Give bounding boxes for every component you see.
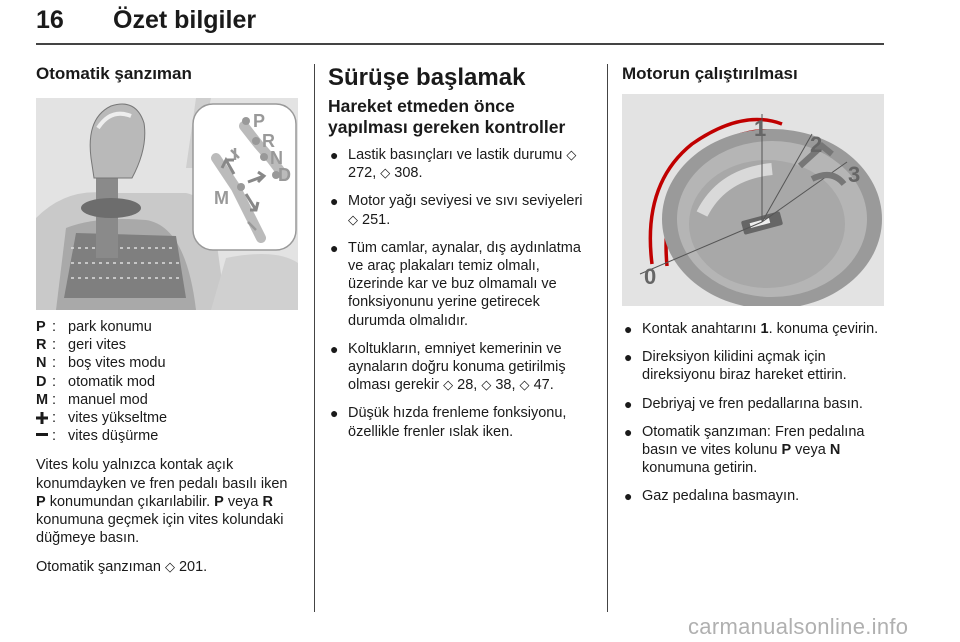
legend-row-p: P : park konumu: [36, 319, 152, 335]
legend-symbol: D: [36, 373, 47, 390]
ignition-position-3: 3: [848, 162, 861, 187]
page-reference[interactable]: 28,: [457, 377, 478, 394]
bullet-icon: ●: [330, 239, 339, 256]
section-heading: Otomatik şanzıman: [36, 64, 192, 83]
gate-letter-m: M: [214, 188, 229, 208]
gate-letter-p: P: [253, 111, 266, 131]
list-item: ● Direksiyon kilidini açmak için direksiyonu biraz hareket ettirin.: [624, 349, 847, 384]
column-divider-1: [314, 64, 315, 612]
transmission-cross-reference[interactable]: Otomatik şanzıman ◇ 201.: [36, 559, 208, 576]
ignition-switch-figure: [622, 94, 884, 306]
page-reference[interactable]: 251.: [362, 211, 391, 228]
section-heading: Motorun çalıştırılması: [622, 64, 798, 83]
bullet-icon: ●: [330, 193, 339, 210]
bullet-icon: ●: [624, 321, 633, 337]
plus-icon: [36, 409, 52, 427]
page-reference[interactable]: 38,: [495, 377, 520, 394]
ignition-position-2: 2: [810, 132, 823, 157]
bullet-icon: ●: [330, 405, 339, 422]
engine-start-section: [622, 64, 886, 516]
legend-text: otomatik mod: [68, 373, 156, 390]
list-item: ● Koltukların, emniyet kemerinin ve aynaların doğru konuma getirilmiş olması gerekir ◇ 28, ◇ 38, ◇ 47.: [330, 340, 566, 394]
minus-icon: [36, 427, 52, 445]
gate-letter-r: R: [262, 131, 275, 151]
gate-letter-d: D: [278, 165, 291, 185]
page-title: Özet bilgiler: [113, 6, 257, 34]
page-reference[interactable]: 47.: [533, 377, 554, 394]
gear-instructions-paragraph: Vites kolu yalnızca kontak açık konumdayken ve fren pedalı basılı iken P konumundan çıkarılabilir. P veya R konumuna geçmek için vites kolundaki düğmeye basın.: [36, 457, 288, 547]
legend-symbol: M: [36, 391, 49, 408]
page-ref-icon: ◇: [566, 147, 577, 162]
ignition-position-0: 0: [644, 264, 657, 289]
legend-text: geri vites: [68, 337, 127, 354]
page-ref-icon: ◇: [164, 559, 175, 575]
header-rule: [36, 43, 884, 45]
bullet-icon: ●: [624, 349, 633, 366]
page-reference[interactable]: 272,: [348, 165, 381, 182]
page-ref-icon: ◇: [380, 165, 391, 181]
bullet-icon: ●: [624, 488, 633, 505]
legend-symbol: N: [36, 355, 47, 372]
bullet-icon: ●: [624, 423, 633, 440]
list-item: ● Lastik basınçları ve lastik durumu ◇ 272, ◇ 308.: [330, 147, 577, 182]
list-item: ● Kontak anahtarını 1. konuma çevirin.: [624, 321, 879, 337]
legend-text: vites düşürme: [68, 428, 159, 445]
list-item: ● Tüm camlar, aynalar, dış aydınlatma ve araç plakaları temiz olmalı, üzerinde kar ve buz olmamalı ve fonksiyonunu yerine getirecek durumda olmalıdır.: [330, 239, 581, 329]
bullet-icon: ●: [330, 340, 339, 357]
list-item: ● Debriyaj ve fren pedallarına basın.: [624, 395, 863, 412]
legend-symbol: R: [36, 337, 47, 354]
pre-drive-checklist: [328, 146, 592, 441]
bullet-icon: ●: [624, 395, 633, 412]
column-divider-2: [607, 64, 608, 612]
ignition-switch-illustration: [622, 94, 884, 306]
legend-text: vites yükseltme: [68, 410, 168, 427]
driving-start-section: [328, 64, 592, 451]
page-ref-icon: ◇: [348, 211, 358, 227]
legend-row-minus: : vites düşürme: [36, 427, 300, 445]
subsection-heading: Hareket etmeden önce yapılması gereken kontroller: [328, 96, 566, 137]
legend-row-m: M : manuel mod: [36, 391, 148, 408]
page-reference[interactable]: 308.: [394, 165, 423, 182]
legend-row-plus: : vites yükseltme: [36, 409, 300, 427]
gate-letter-n: N: [270, 148, 283, 168]
legend-row-r: R : geri vites: [36, 337, 127, 354]
list-item: ● Düşük hızda frenleme fonksiyonu, özellikle frenler ıslak iken.: [330, 405, 567, 440]
page-number: 16: [36, 6, 64, 34]
legend-row-d: D : otomatik mod: [36, 373, 156, 390]
legend-text: boş vites modu: [68, 355, 166, 372]
legend-symbol: P: [36, 319, 46, 335]
page-ref-icon: ◇: [519, 377, 530, 393]
legend-text: manuel mod: [68, 391, 148, 408]
legend-text: park konumu: [68, 319, 152, 335]
page-ref-icon: ◇: [481, 377, 492, 393]
watermark: carmanualsonline.info: [688, 614, 909, 639]
list-item: ● Gaz pedalına basmayın.: [624, 488, 800, 505]
engine-start-steps: [622, 320, 886, 506]
ignition-position-1: 1: [754, 116, 767, 141]
section-heading: Sürüşe başlamak: [328, 64, 526, 91]
legend-row-n: N : boş vites modu: [36, 355, 166, 372]
list-item: ● Motor yağı seviyesi ve sıvı seviyeleri ◇ 251.: [330, 193, 583, 228]
automatic-transmission-section: [36, 64, 300, 577]
gear-legend: [36, 318, 300, 445]
page-ref-icon: ◇: [443, 377, 454, 393]
list-item: ● Otomatik şanzıman: Fren pedalına basın ve vites kolunu P veya N konumuna getirin.: [624, 423, 865, 477]
gear-selector-figure: [36, 98, 298, 310]
gear-selector-illustration: [36, 98, 298, 310]
bullet-icon: ●: [330, 147, 339, 163]
